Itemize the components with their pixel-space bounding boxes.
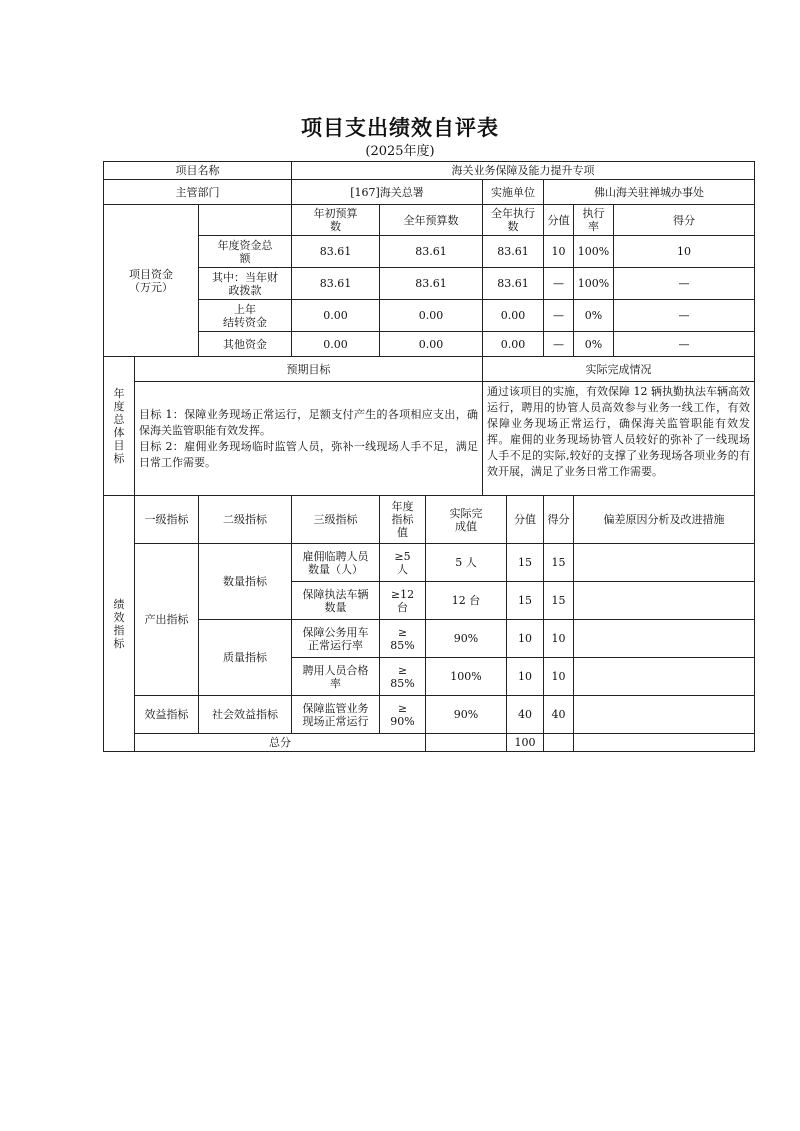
funds-row-rate: 100% [574,268,614,300]
indicator-actual: 12 台 [426,582,507,620]
total-label: 总分 [135,734,426,752]
funds-header-executed: 全年执行 数 [483,205,544,236]
indicator-score-value: 40 [507,696,544,734]
funds-header-rate: 执行 率 [574,205,614,236]
funds-row-rate: 0% [574,300,614,332]
indicator-actual: 90% [426,620,507,658]
funds-row-initial: 0.00 [292,332,380,357]
funds-row-label: 其他资金 [199,332,292,357]
indicators-header-target: 年度 指标 值 [380,496,426,544]
indicator-name: 保障执法车辆 数量 [292,582,380,620]
funds-row-score-value: — [544,268,574,300]
goals-expected-text: 目标 1：保障业务现场正常运行，足额支付产生的各项相应支出，确保海关监管职能有效发挥。 目标 2：雇佣业务现场临时监管人员，弥补一线现场人手不足，满足日常工作需要。 [135,382,483,496]
funds-header-score-value: 分值 [544,205,574,236]
indicator-target: ≥12 台 [380,582,426,620]
funds-row-initial: 0.00 [292,300,380,332]
indicator-target: ≥ 85% [380,620,426,658]
indicator-score-value: 10 [507,620,544,658]
indicator-analysis [574,544,755,582]
funds-row-score-value: — [544,300,574,332]
indicator-target: ≥ 90% [380,696,426,734]
dept-label: 主管部门 [104,180,292,205]
indicator-score: 10 [544,658,574,696]
funds-row-initial: 83.61 [292,268,380,300]
indicator-name: 保障监管业务 现场正常运行 [292,696,380,734]
indicators-header-actual: 实际完 成值 [426,496,507,544]
funds-row-executed: 0.00 [483,300,544,332]
indicator-name: 雇佣临聘人员 数量（人） [292,544,380,582]
funds-header-initial: 年初预算 数 [292,205,380,236]
funds-header-score: 得分 [614,205,755,236]
funds-row-executed: 83.61 [483,268,544,300]
funds-header-blank [199,205,292,236]
indicator-target: ≥5 人 [380,544,426,582]
indicators-header-level2: 二级指标 [199,496,292,544]
indicators-header-score: 得分 [544,496,574,544]
indicators-header-level3: 三级指标 [292,496,380,544]
indicator-actual: 90% [426,696,507,734]
indicators-label: 绩 效 指 标 [104,496,135,752]
quantity-indicator-label: 数量指标 [199,544,292,620]
funds-row-label: 其中：当年财 政拨款 [199,268,292,300]
indicator-name: 保障公务用车 正常运行率 [292,620,380,658]
indicator-analysis [574,696,755,734]
goals-label: 年 度 总 体 目 标 [104,357,135,496]
indicator-actual: 100% [426,658,507,696]
project-name-value: 海关业务保障及能力提升专项 [292,162,755,180]
total-score [544,734,574,752]
indicator-score: 40 [544,696,574,734]
funds-row-annual: 0.00 [380,332,483,357]
funds-row-score: — [614,300,755,332]
goals-actual-header: 实际完成情况 [483,357,755,382]
indicator-analysis [574,582,755,620]
funds-header-annual: 全年预算数 [380,205,483,236]
total-value: 100 [507,734,544,752]
funds-row-annual: 0.00 [380,300,483,332]
funds-row-executed: 83.61 [483,236,544,268]
quality-indicator-label: 质量指标 [199,620,292,696]
total-analysis [574,734,755,752]
indicator-actual: 5 人 [426,544,507,582]
funds-row-score: 10 [614,236,755,268]
output-indicator-label: 产出指标 [135,544,199,696]
indicator-target: ≥ 85% [380,658,426,696]
indicator-score: 10 [544,620,574,658]
performance-table [103,161,755,752]
indicator-analysis [574,620,755,658]
indicator-score-value: 15 [507,582,544,620]
funds-row-rate: 100% [574,236,614,268]
indicator-score: 15 [544,544,574,582]
unit-value: 佛山海关驻禅城办事处 [544,180,755,205]
funds-row-score: — [614,268,755,300]
benefit-indicator-label: 效益指标 [135,696,199,734]
indicators-header-level1: 一级指标 [135,496,199,544]
indicator-name: 聘用人员合格 率 [292,658,380,696]
page-title: 项目支出绩效自评表 [301,115,499,140]
indicator-score-value: 10 [507,658,544,696]
funds-row-score: — [614,332,755,357]
funds-row-score-value: 10 [544,236,574,268]
indicators-header-score-value: 分值 [507,496,544,544]
funds-row-annual: 83.61 [380,268,483,300]
total-blank [426,734,507,752]
indicator-score-value: 15 [507,544,544,582]
funds-row-label: 年度资金总 额 [199,236,292,268]
funds-row-label: 上年 结转资金 [199,300,292,332]
indicator-score: 15 [544,582,574,620]
goals-actual-text: 通过该项目的实施，有效保障 12 辆执勤执法车辆高效运行，聘用的协管人员高效参与业务一线工作，有效保障业务现场正常运行，确保海关监管职能有效发挥。雇佣的业务现场协管人员较好的弥补了一线现场人手不足的实际,较好的支撑了业务现场各项业务的有效开展，满足了业务日常工作需要。 [483,382,755,496]
funds-row-initial: 83.61 [292,236,380,268]
dept-value: [167]海关总署 [292,180,483,205]
funds-row-rate: 0% [574,332,614,357]
page-subtitle: (2025年度) [365,144,435,159]
project-name-label: 项目名称 [104,162,292,180]
funds-row-score-value: — [544,332,574,357]
funds-label: 项目资金 （万元） [104,205,199,357]
indicator-analysis [574,658,755,696]
unit-label: 实施单位 [483,180,544,205]
social-benefit-indicator-label: 社会效益指标 [199,696,292,734]
indicators-header-analysis: 偏差原因分析及改进措施 [574,496,755,544]
goals-expected-header: 预期目标 [135,357,483,382]
funds-row-annual: 83.61 [380,236,483,268]
funds-row-executed: 0.00 [483,332,544,357]
